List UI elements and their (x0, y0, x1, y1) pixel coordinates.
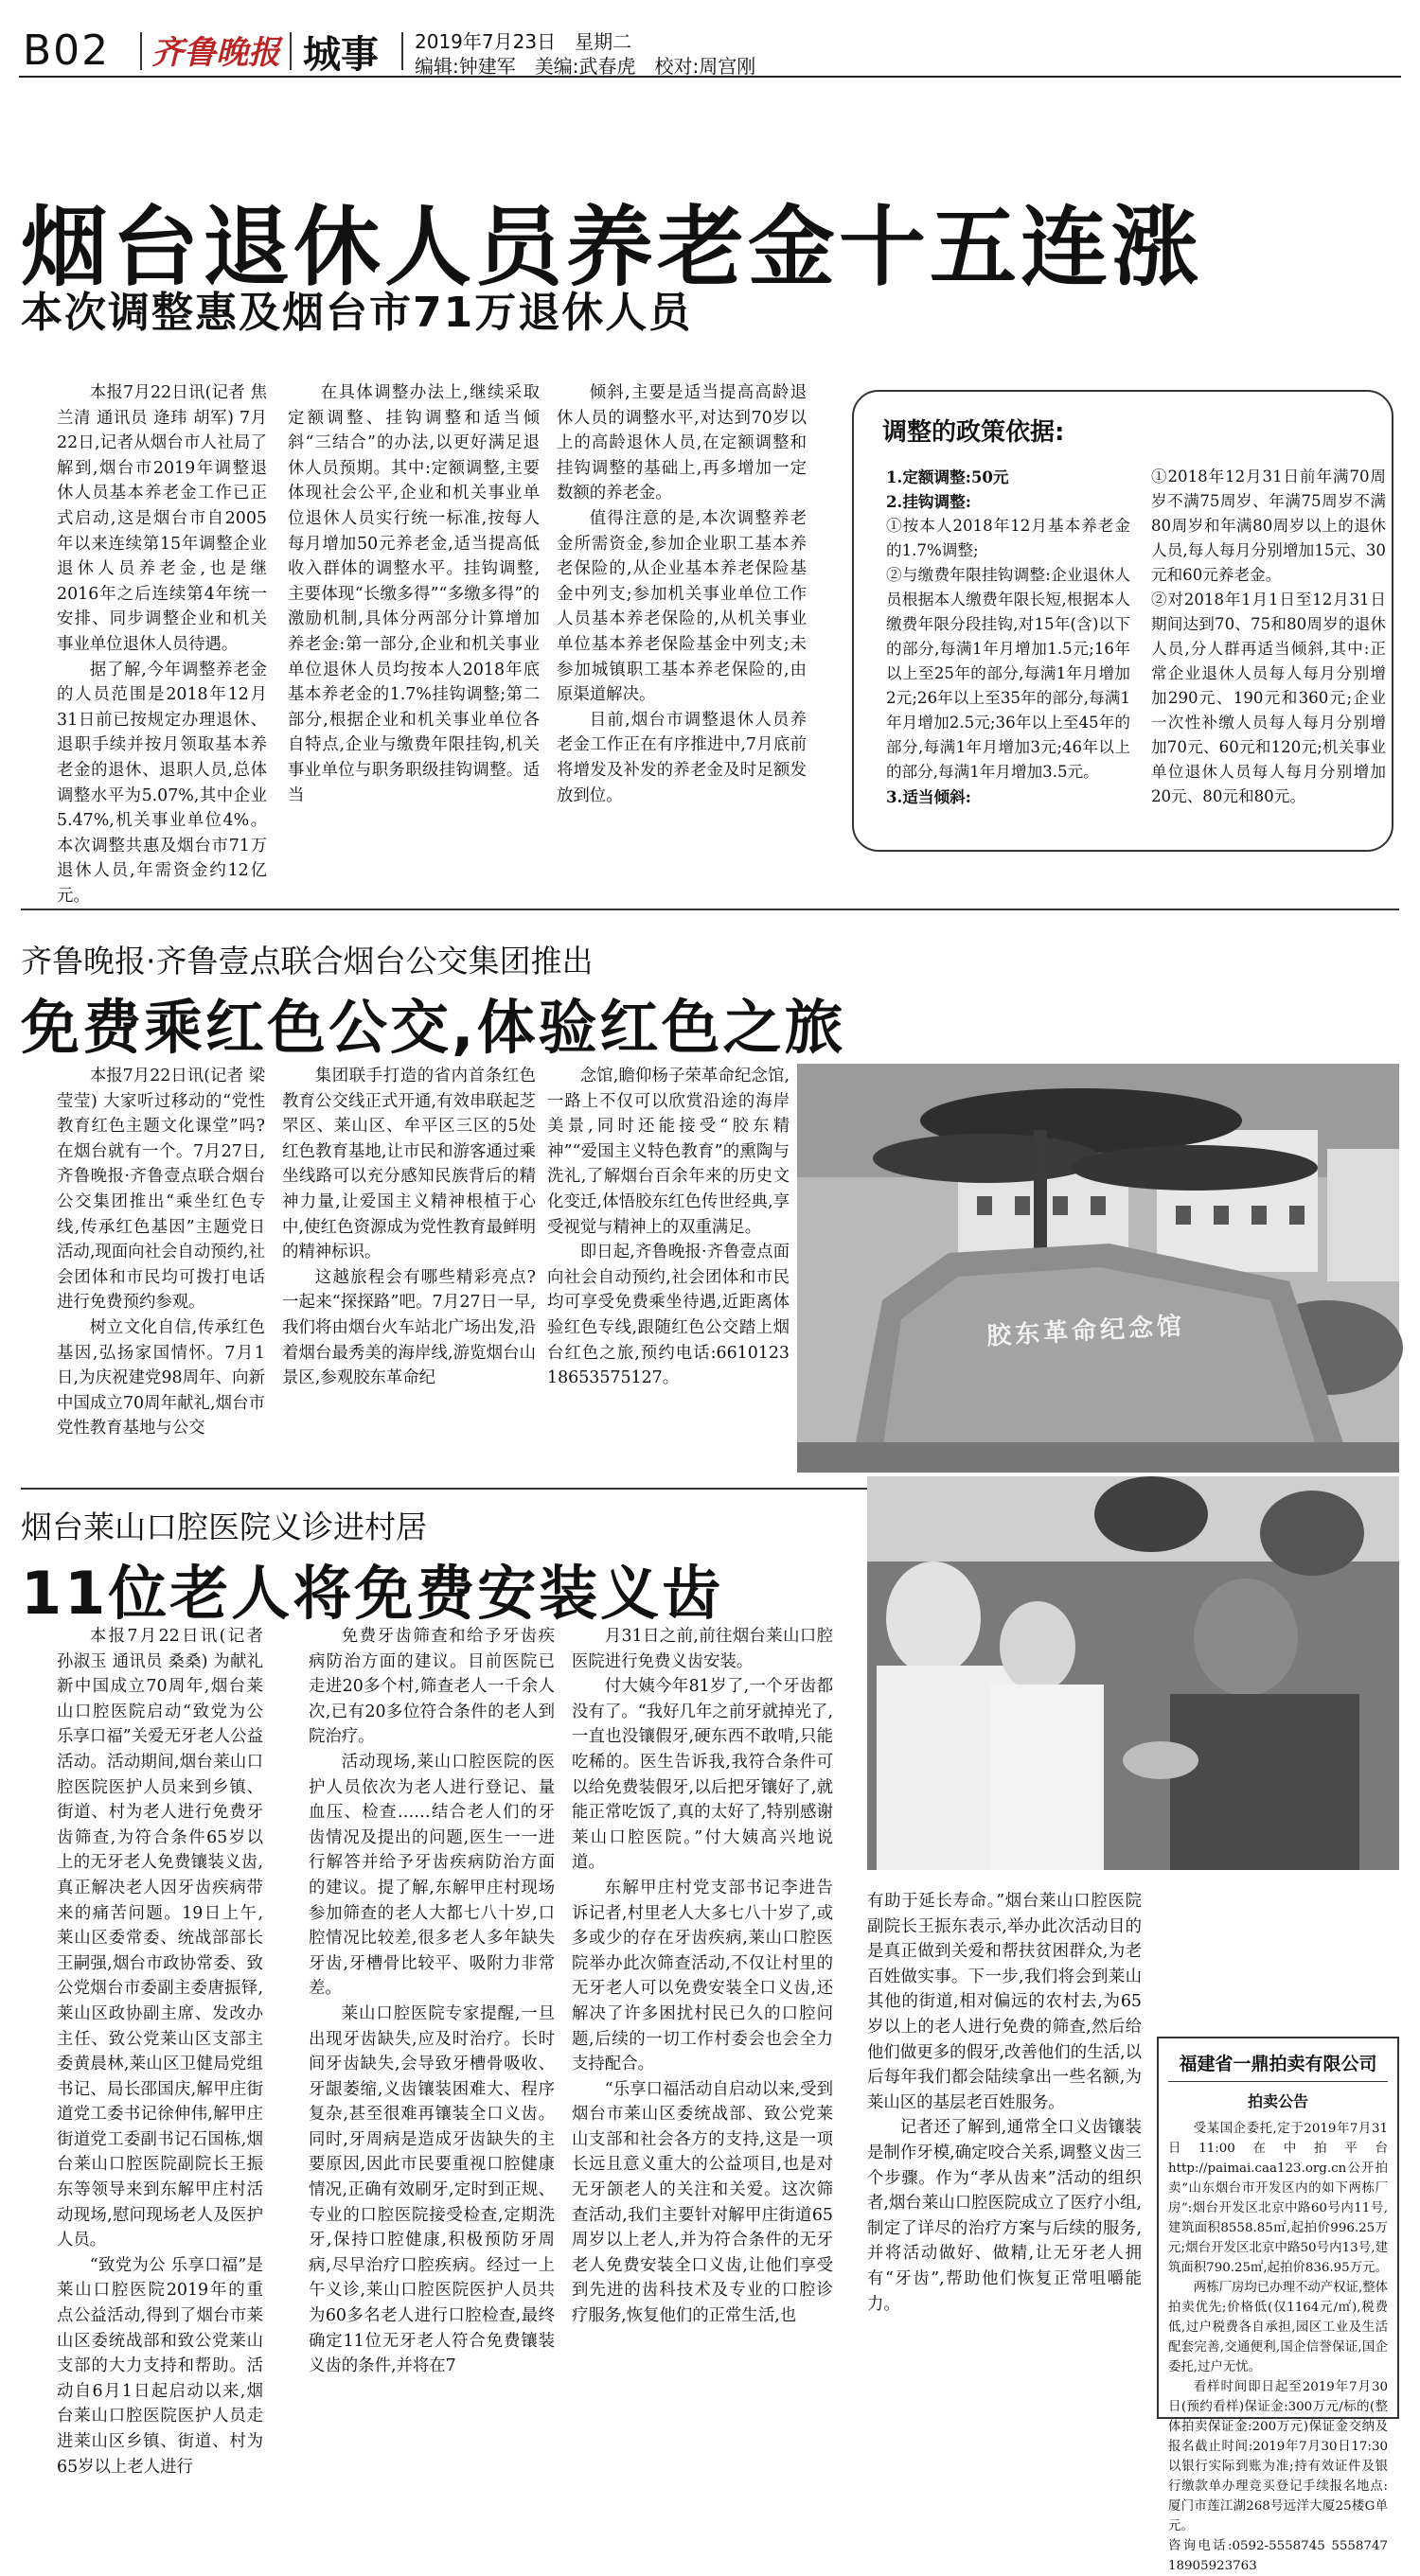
auction-notice (1157, 2037, 1399, 2573)
auction-paragraph: 受某国企委托,定于2019年7月31日11:00在中拍平台http://paimai.caa123.org.cn公开拍卖“山东烟台市开发区内的如下两栋厂房”:烟台开发区北京中路60号内11号,建筑面积8558.85㎡,起拍价996.25万元;烟台开发区北京中路50号内13号,建筑面积790.25㎡,起拍价836.95万元。 (1168, 2122, 1388, 2275)
story1-paragraph: 在具体调整办法上,继续采取定额调整、挂钩调整和适当倾斜“三结合”的办法,以更好满足退休人员预期。其中:定额调整,主要体现社会公平,企业和机关事业单位退休人员实行统一标准,按每人每月增加50元养老金,适当提高低收入群体的调整水平。挂钩调整,主要体现“长缴多得”“多缴多得”的激励机制,具体分两部分计算增加养老金:第一部分,企业和机关事业单位退休人员均按本人2018年底基本养老金的1.7%挂钩调整;第二部分,根据企业和机关事业单位各自特点,企业与缴费年限挂钩,机关事业单位与职务职级挂钩调整。适当 (288, 383, 540, 805)
story2-paragraph: 树立文化自信,传承红色基因,弘扬家国情怀。7月1日,为庆祝建党98周年、向新中国成立70周年献礼,烟台市党性教育基地与公交 (57, 1317, 265, 1438)
story2-column-3 (547, 1064, 790, 1463)
story1-paragraph: 本报7月22日讯(记者 焦兰清 通讯员 逄玮 胡军) 7月22日,记者从烟台市人社局了解到,烟台市2019年调整退休人员基本养老金工作已正式启动,这是烟台市自2005年以来连续第15年调整企业退休人员养老金,也是继2016年之后连续第4年统一安排、同步调整企业和机关事业单位退休人员待遇。 (57, 383, 267, 654)
story1-paragraph: 据了解,今年调整养老金的人员范围是2018年12月31日前已按规定办理退休、退职手续并按月领取基本养老金的退休、退职人员,总体调整水平为5.07%,其中企业5.47%,机关事业单位4%。本次调整共惠及烟台市71万退休人员,年需资金约12亿元。 (57, 660, 267, 906)
story2-kicker: 齐鲁晚报·齐鲁壹点联合烟台公交集团推出 (21, 943, 594, 979)
policy-item: ①2018年12月31日前年满70周岁不满75周岁、年满75周岁不满80周岁和年满80周岁以上的退休人员,每人每月分别增加15元、30元和60元养老金。 (1151, 468, 1386, 584)
policy-item: 2.挂钩调整: (886, 492, 971, 511)
story2-paragraph: 集团联手打造的省内首条红色教育公交线正式开通,有效串联起芝罘区、莱山区、牟平区三区的5处红色教育基地,让市民和游客通过乘坐线路可以充分感知民族背后的精神力量,让爱国主义精神根植于心中,使红色资源成为党性教育最鲜明的精神标识。 (282, 1067, 536, 1262)
story1-paragraph: 倾斜,主要是适当提高高龄退休人员的调整水平,对达到70岁以上的高龄退休人员,在定额调整和挂钩调整的基础上,再多增加一定数额的养老金。 (557, 383, 807, 503)
masthead (19, 21, 1401, 78)
section-rule (21, 909, 1399, 910)
policy-item: 1.定额调整:50元 (886, 468, 1009, 486)
story1-headline: 烟台退休人员养老金十五连涨 (21, 197, 1203, 298)
story2-paragraph: 本报7月22日讯(记者 梁莹莹) 大家听过移动的“党性教育红色主题文化课堂”吗?在烟台就有一个。7月27日,齐鲁晚报·齐鲁壹点联合烟台公交集团推出“乘坐红色专线,传承红色基因”主题党日活动,现面向社会自动预约,社会团体和市民均可拨打电话进行免费预约参观。 (57, 1067, 265, 1313)
policy-box (852, 390, 1393, 852)
policy-title: 调整的政策依据: (882, 418, 1065, 447)
story3-paragraph: 有助于延长寿命。”烟台莱山口腔医院副院长王振东表示,举办此次活动目的是真正做到关爱和帮扶贫困群众,为老百姓做实事。下一步,我们将会到莱山其他的街道,相对偏远的农村去,为65岁以上的老人进行免费的筛查,然后给他们做更多的假牙,改善他们的生活,以后每年我们都会陆续拿出一些名额,为莱山区的基层老百姓服务。 (867, 1892, 1142, 2112)
story1-column-3 (557, 380, 807, 854)
policy-item: ①按本人2018年12月基本养老金的1.7%调整; (886, 517, 1130, 559)
story2-paragraph: 念馆,瞻仰杨子荣革命纪念馆,一路上不仅可以欣赏沿途的海岸美景,同时还能接受“胶东精神”“爱国主义特色教育”的熏陶与洗礼,了解烟台百余年来的历史文化变迁,体悟胶东红色传世经典,享受视觉与精神上的双重满足。 (547, 1067, 790, 1237)
story1-paragraph: 值得注意的是,本次调整养老金所需资金,参加企业职工基本养老保险的,从企业基本养老保险基金中列支;参加机关事业单位工作人员基本养老保险的,从机关事业单位基本养老保险基金中列支;未参加城镇职工基本养老保险的,由原渠道解决。 (557, 508, 807, 705)
story1-subhead: 本次调整惠及烟台市71万退休人员 (21, 289, 693, 337)
auction-company: 福建省一鼎拍卖有限公司 (1168, 2050, 1388, 2082)
story1-column-2 (288, 380, 540, 854)
story3-column-2 (309, 1624, 555, 2424)
story3-paragraph: 月31日之前,前往烟台莱山口腔医院进行免费义齿安装。 (572, 1627, 833, 1671)
page-number: B02 (23, 26, 111, 75)
story3-paragraph: 记者还了解到,通常全口义齿镶装是制作牙模,确定咬合关系,调整义齿三个步骤。作为“孝从齿来”活动的组织者,烟台莱山口腔医院成立了医疗小组,制定了详尽的治疗方案与后续的服务,并将活动做好、做精,让无牙老人拥有“牙齿”,帮助他们恢复正常咀嚼能力。 (867, 2118, 1142, 2314)
policy-item: ②对2018年1月1日至12月31日期间达到70、75和80周岁的退休人员,分人群再适当倾斜,其中:正常企业退休人员每人每月分别增加290元、190元和360元;企业一次性补缴人员每人每月分别增加70元、60元和120元;机关事业单位退休人员每人每月分别增加20元、80元和80元。 (1151, 591, 1386, 805)
divider (290, 32, 292, 70)
auction-paragraph: 看样时间即日起至2019年7月30日(预约看样)保证金:300万元/标的(整体拍卖保证金:200万元)保证金交纳及报名截止时间:2019年7月30日17:30以银行实际到账为准;持有效证件及银行缴款单办理竞买登记手续报名地点:厦门市莲江湖268号远洋大厦25楼G单元。 (1168, 2380, 1388, 2533)
clinic-photo (867, 1476, 1399, 1870)
story2-paragraph: 即日起,齐鲁晚报·齐鲁壹点面向社会自动预约,社会团体和市民均可享受免费乘坐待遇,近距离体验红色专线,跟随红色公交踏上烟台红色之旅,预约电话:6610123 18653575127。 (547, 1243, 790, 1388)
story3-paragraph: “致党为公 乐享口福”是莱山口腔医院2019年的重点公益活动,得到了烟台市莱山区委统战部和致公党莱山支部的大力支持和帮助。活动自6月1日起启动以来,烟台莱山口腔医院医护人员走进莱山区乡镇、街道、村为65岁以上老人进行 (57, 2255, 263, 2477)
story3-headline: 11位老人将免费安装义齿 (21, 1559, 724, 1628)
section-name: 城事 (303, 33, 379, 77)
story3-paragraph: 免费牙齿筛查和给予牙齿疾病防治方面的建议。目前医院已走进20多个村,筛查老人一千余人次,已有20多位符合条件的老人到院治疗。 (309, 1627, 555, 1747)
paper-logo: 齐鲁晚报 (151, 34, 280, 72)
story2-headline: 免费乘红色公交,体验红色之旅 (21, 993, 846, 1062)
editor-credits: 编辑:钟建军 美编:武春虎 校对:周宫刚 (415, 55, 756, 78)
story3-paragraph: 本报7月22日讯(记者 孙淑玉 通讯员 桑桑) 为献礼新中国成立70周年,烟台莱山口腔医院启动“致党为公 乐享口福”关爱无牙老人公益活动。活动期间,烟台莱山口腔医院医护人员来到乡镇、街道、村为老人进行免费牙齿筛查,为符合条件65岁以上的无牙老人免费镶装义齿,真正解决老人因牙齿疾病带来的痛苦问题。19日上午,莱山区委常委、统战部部长王嗣强,烟台市政协常委、致公党烟台市委副主委唐振铎,莱山区政协副主席、发改办主任、致公党莱山区支部主委黄晨林,莱山区卫健局党组书记、局长邵国庆,解甲庄街道党工委书记徐伸伟,解甲庄街道党工委副书记石国栋,烟台莱山口腔医院副院长王振东等领导来到东解甲庄村活动现场,慰问现场老人及医护人员。 (57, 1627, 263, 2250)
photo-stone-inscription: 胶东革命纪念馆 (985, 1312, 1186, 1351)
story3-paragraph: 付大姨今年81岁了,一个牙齿都没有了。“我好几年之前牙就掉光了,一直也没镶假牙,硬东西不敢啃,只能吃稀的。医生告诉我,我符合条件可以给免费装假牙,以后把牙镶好了,就能正常吃饭了,真的太好了,特别感谢莱山口腔医院。”付大姨高兴地说道。 (572, 1677, 833, 1873)
story3-column-4 (867, 1889, 1142, 2424)
divider (401, 32, 403, 70)
story3-paragraph: 活动现场,莱山口腔医院的医护人员依次为老人进行登记、量血压、检查……结合老人们的牙齿情况及提出的问题,医生一一进行解答并给予牙齿疾病防治方面的建议。提了解,东解甲庄村现场参加筛查的老人大都七八十岁,口腔情况比较差,很多老人多年缺失牙齿,牙槽骨比较平、吸附力非常差。 (309, 1752, 555, 1999)
auction-contact: 咨询电话:0592-5558745 5558747 18905923763 (1168, 2539, 1388, 2573)
story3-paragraph: 莱山口腔医院专家提醒,一旦出现牙齿缺失,应及时治疗。长时间牙齿缺失,会导致牙槽骨吸收、牙龈萎缩,义齿镶装困难大、程序复杂,甚至很难再镶装全口义齿。同时,牙周病是造成牙齿缺失的主要原因,因此市民要重视口腔健康情况,正确有效刷牙,定时到正规、专业的口腔医院接受检查,定期洗牙,保持口腔健康,积极预防牙周病,尽早治疗口腔疾病。经过一上午义诊,莱山口腔医院医护人员共为60多名老人进行口腔检查,最终确定11位无牙老人符合免费镶装义齿的条件,并将在7 (309, 2003, 555, 2376)
issue-date: 2019年7月23日 星期二 (415, 30, 632, 53)
divider (140, 32, 142, 70)
story2-column-2 (282, 1064, 536, 1463)
story3-paragraph: 东解甲庄村党支部书记李进告诉记者,村里老人大多七八十岁了,或多或少的存在牙齿疾病,莱山口腔医院举办此次筛查活动,不仅让村里的无牙老人可以免费安装全口义齿,还解决了许多困扰村民已久的口腔问题,后续的一切工作村委会也会全力支持配合。 (572, 1878, 833, 2074)
policy-item: ②与缴费年限挂钩调整:企业退休人员根据本人缴费年限长短,根据本人缴费年限分段挂钩,对15年(含)以下的部分,每满1年月增加1.5元;16年以上至25年的部分,每满1年月增加2元;26年以上至35年的部分,每满1年月增加2.5元;36年以上至45年的部分,每满1年月增加3元;46年以上的部分,每满1年月增加3.5元。 (886, 566, 1130, 781)
story2-paragraph: 这越旅程会有哪些精彩亮点?一起来“探探路”吧。7月27日一早,我们将由烟台火车站北广场出发,沿着烟台最秀美的海岸线,游览烟台山景区,参观胶东革命纪 (282, 1267, 536, 1388)
story1-paragraph: 目前,烟台市调整退休人员养老金工作正在有序推进中,7月底前将增发及补发的养老金及时足额发放到位。 (557, 710, 807, 805)
memorial-photo (797, 1064, 1399, 1473)
story3-column-1 (57, 1624, 263, 2477)
story1-column-1 (57, 380, 267, 906)
story3-paragraph: “乐享口福活动自启动以来,受到烟台市莱山区委统战部、致公党莱山支部和社会各方的支持,这是一项长远且意义重大的公益项目,也是对无牙颌老人的关注和关爱。这次筛查活动,我们主要针对解甲庄街道65周岁以上老人,并为符合条件的无牙老人免费安装全口义齿,让他们享受到先进的齿科技术及专业的口腔诊疗服务,恢复他们的正常生活,也 (572, 2079, 833, 2326)
auction-paragraph: 两栋厂房均已办理不动产权证,整体拍卖优先;价格低(仅1164元/㎡),税费低,过户税费各自承担,园区工业及生活配套完善,交通便利,国企信誉保证,国企委托,过户无忧。 (1168, 2281, 1388, 2374)
story3-kicker: 烟台莱山口腔医院义诊进村居 (21, 1509, 427, 1545)
policy-left-column (886, 465, 1130, 809)
auction-title: 拍卖公告 (1247, 2092, 1308, 2110)
policy-right-column (1151, 465, 1386, 809)
story2-column-1 (57, 1064, 265, 1463)
story3-column-3 (572, 1624, 833, 2424)
policy-item: 3.适当倾斜: (886, 787, 971, 806)
